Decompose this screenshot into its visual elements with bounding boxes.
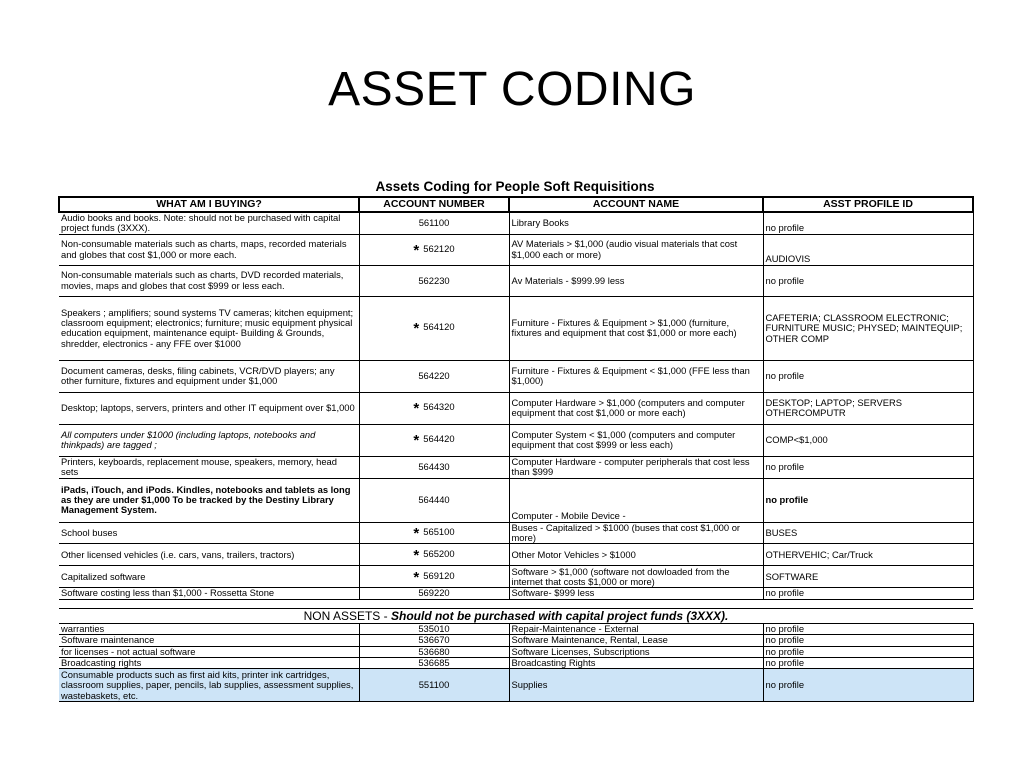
capital-asset-star: * [413,320,420,338]
table-row [59,360,973,392]
asset-profile-cell: no profile [763,669,973,702]
account-name-cell: Software > $1,000 (software not dowloaded from the internet that costs $1,000 or more) [509,566,763,588]
what-am-i-buying-cell: iPads, iTouch, and iPods. Kindles, notebooks and tablets as long as they are under $1,000 To be tracked by the Destiny Library Management System. [59,478,359,522]
account-name-cell: Computer Hardware > $1,000 (computers and computer equipment that cost $1,000 or more each) [509,392,763,424]
account-number-cell [359,360,509,392]
non-assets-row [59,608,973,623]
account-number: 564320 [423,401,455,413]
account-name-cell: Software Maintenance, Rental, Lease [509,635,763,646]
what-am-i-buying-cell: Software costing less than $1,000 - Rossetta Stone [59,588,359,599]
account-number-cell [359,478,509,522]
account-number: 564220 [418,370,450,382]
header-account-name: ACCOUNT NAME [509,197,763,212]
asset-profile-cell: OTHERVEHIC; Car/Truck [763,544,973,566]
what-am-i-buying-cell: Audio books and books. Note: should not be purchased with capital project funds (3XXX). [59,212,359,234]
account-number-cell [359,234,509,265]
account-number: 569220 [418,587,450,599]
account-name-cell: Supplies [509,669,763,702]
asset-coding-table [58,196,974,702]
account-number-cell: 536680 [359,646,509,657]
account-name-cell: AV Materials > $1,000 (audio visual materials that cost $1,000 each or more) [509,234,763,265]
asset-profile-cell: no profile [763,456,973,478]
capital-asset-star: * [413,241,420,259]
table-row [59,658,973,669]
asset-profile-cell: no profile [763,635,973,646]
table-row [59,265,973,296]
what-am-i-buying-cell: All computers under $1000 (including laptops, notebooks and thinkpads) are tagged ; [59,424,359,456]
account-number-cell [359,265,509,296]
account-name-cell: Buses - Capitalized > $1000 (buses that cost $1,000 or more) [509,522,763,544]
account-name-cell: Computer System < $1,000 (computers and computer equipment that cost $999 or less each) [509,424,763,456]
account-number-cell [359,588,509,599]
table-row [59,424,973,456]
account-name-cell: Furniture - Fixtures & Equipment < $1,000 (FFE less than $1,000) [509,360,763,392]
asset-profile-cell: no profile [763,360,973,392]
account-name-cell: Software- $999 less [509,588,763,599]
non-assets-label: NON ASSETS [303,608,381,623]
what-am-i-buying-cell: Printers, keyboards, replacement mouse, speakers, memory, head sets [59,456,359,478]
capital-asset-star: * [413,546,420,564]
asset-profile-cell: SOFTWARE [763,566,973,588]
account-number: 565200 [423,547,455,559]
table-row [59,478,973,522]
asset-rows [59,212,973,599]
table-row [59,669,973,702]
account-name-cell: Computer Hardware - computer peripherals that cost less than $999 [509,456,763,478]
table-row [59,456,973,478]
capital-asset-star: * [413,568,420,586]
account-name-cell: Furniture - Fixtures & Equipment > $1,000 (furniture, fixtures and equipment that cost $1,000 or more each) [509,296,763,360]
asset-profile-cell: no profile [763,588,973,599]
asset-profile-cell: no profile [763,623,973,634]
table-row [59,588,973,599]
table-row [59,566,973,588]
account-number-cell [359,212,509,234]
table-row [59,522,973,544]
account-number-cell [359,456,509,478]
account-number-cell [359,296,509,360]
asset-coding-sheet [58,178,972,702]
asset-profile-cell: CAFETERIA; CLASSROOM ELECTRONIC; FURNITURE MUSIC; PHYSED; MAINTEQUIP; OTHER COMP [763,296,973,360]
asset-profile-cell: DESKTOP; LAPTOP; SERVERS OTHERCOMPUTR [763,392,973,424]
account-name-cell: Computer - Mobile Device - [509,478,763,522]
capital-asset-star: * [413,400,420,418]
table-row [59,646,973,657]
asset-profile-cell: no profile [763,658,973,669]
account-number: 565100 [423,525,455,537]
account-number-cell: 536670 [359,635,509,646]
what-am-i-buying-cell: Desktop; laptops, servers, printers and other IT equipment over $1,000 [59,392,359,424]
account-number-cell [359,522,509,544]
table-row [59,544,973,566]
account-number-cell [359,424,509,456]
what-am-i-buying-cell: Non-consumable materials such as charts, DVD recorded materials, movies, maps and globes that cost $999 or less each. [59,265,359,296]
what-am-i-buying-cell: for licenses - not actual software [59,646,359,657]
account-number-cell: 536685 [359,658,509,669]
asset-profile-cell: no profile [763,478,973,522]
account-name-cell: Repair-Maintenance - External [509,623,763,634]
capital-asset-star: * [413,432,420,450]
header-what-am-i-buying: WHAT AM I BUYING? [59,197,359,212]
what-am-i-buying-cell: School buses [59,522,359,544]
account-number-cell [359,566,509,588]
account-name-cell: Other Motor Vehicles > $1000 [509,544,763,566]
account-number: 569120 [423,569,455,581]
table-row [59,623,973,634]
account-number-cell [359,544,509,566]
account-name-cell: Broadcasting Rights [509,658,763,669]
asset-profile-cell: no profile [763,212,973,234]
account-number: 564440 [418,493,450,505]
what-am-i-buying-cell: Document cameras, desks, filing cabinets, VCR/DVD players; any other furniture, fixtures and equipment under $1,000 [59,360,359,392]
account-name-cell: Library Books [509,212,763,234]
account-number: 562120 [423,242,455,254]
table-title: Assets Coding for People Soft Requisitions [375,179,655,194]
non-assets-note: Should not be purchased with capital project funds (3XXX). [390,608,729,623]
account-number: 564420 [423,433,455,445]
account-number-cell: 551100 [359,669,509,702]
table-row [59,635,973,646]
non-asset-rows [59,623,973,702]
what-am-i-buying-cell: Non-consumable materials such as charts, maps, recorded materials and globes that cost $1,000 or more each. [59,234,359,265]
asset-profile-cell: no profile [763,265,973,296]
account-name-cell: Software Licenses, Subscriptions [509,646,763,657]
what-am-i-buying-cell: Other licensed vehicles (i.e. cars, vans, trailers, tractors) [59,544,359,566]
header-row [59,197,973,212]
account-number: 564430 [418,461,450,473]
slide-title: ASSET CODING [328,63,696,116]
table-row [59,234,973,265]
table-row [59,392,973,424]
header-account-number: ACCOUNT NUMBER [359,197,509,212]
what-am-i-buying-cell: Software maintenance [59,635,359,646]
what-am-i-buying-cell: Broadcasting rights [59,658,359,669]
what-am-i-buying-cell: Consumable products such as first aid kits, printer ink cartridges, classroom supplies, paper, pencils, lab supplies, assessment supplies, wastebaskets, etc. [59,669,359,702]
what-am-i-buying-cell: warranties [59,623,359,634]
account-number: 562230 [418,274,450,286]
non-assets-heading: NON ASSETS - Should not be purchased with capital project funds (3XXX). [59,608,973,623]
asset-profile-cell: BUSES [763,522,973,544]
spacer-row [59,599,973,608]
asset-profile-cell: COMP<$1,000 [763,424,973,456]
asset-profile-cell: AUDIOVIS [763,234,973,265]
account-number: 561100 [418,217,450,229]
what-am-i-buying-cell: Speakers ; amplifiers; sound systems TV cameras; kitchen equipment; classroom equipment; electronics; furniture; music equipment physical education equipment, maintenance equipt- Building & Grounds, shredder, electronics - any FFE over $1000 [59,296,359,360]
asset-profile-cell: no profile [763,646,973,657]
account-number: 564120 [423,321,455,333]
header-asset-profile-id: ASST PROFILE ID [763,197,973,212]
table-row [59,296,973,360]
capital-asset-star: * [413,524,420,542]
account-name-cell: Av Materials - $999.99 less [509,265,763,296]
what-am-i-buying-cell: Capitalized software [59,566,359,588]
table-row [59,212,973,234]
account-number-cell: 535010 [359,623,509,634]
account-number-cell [359,392,509,424]
